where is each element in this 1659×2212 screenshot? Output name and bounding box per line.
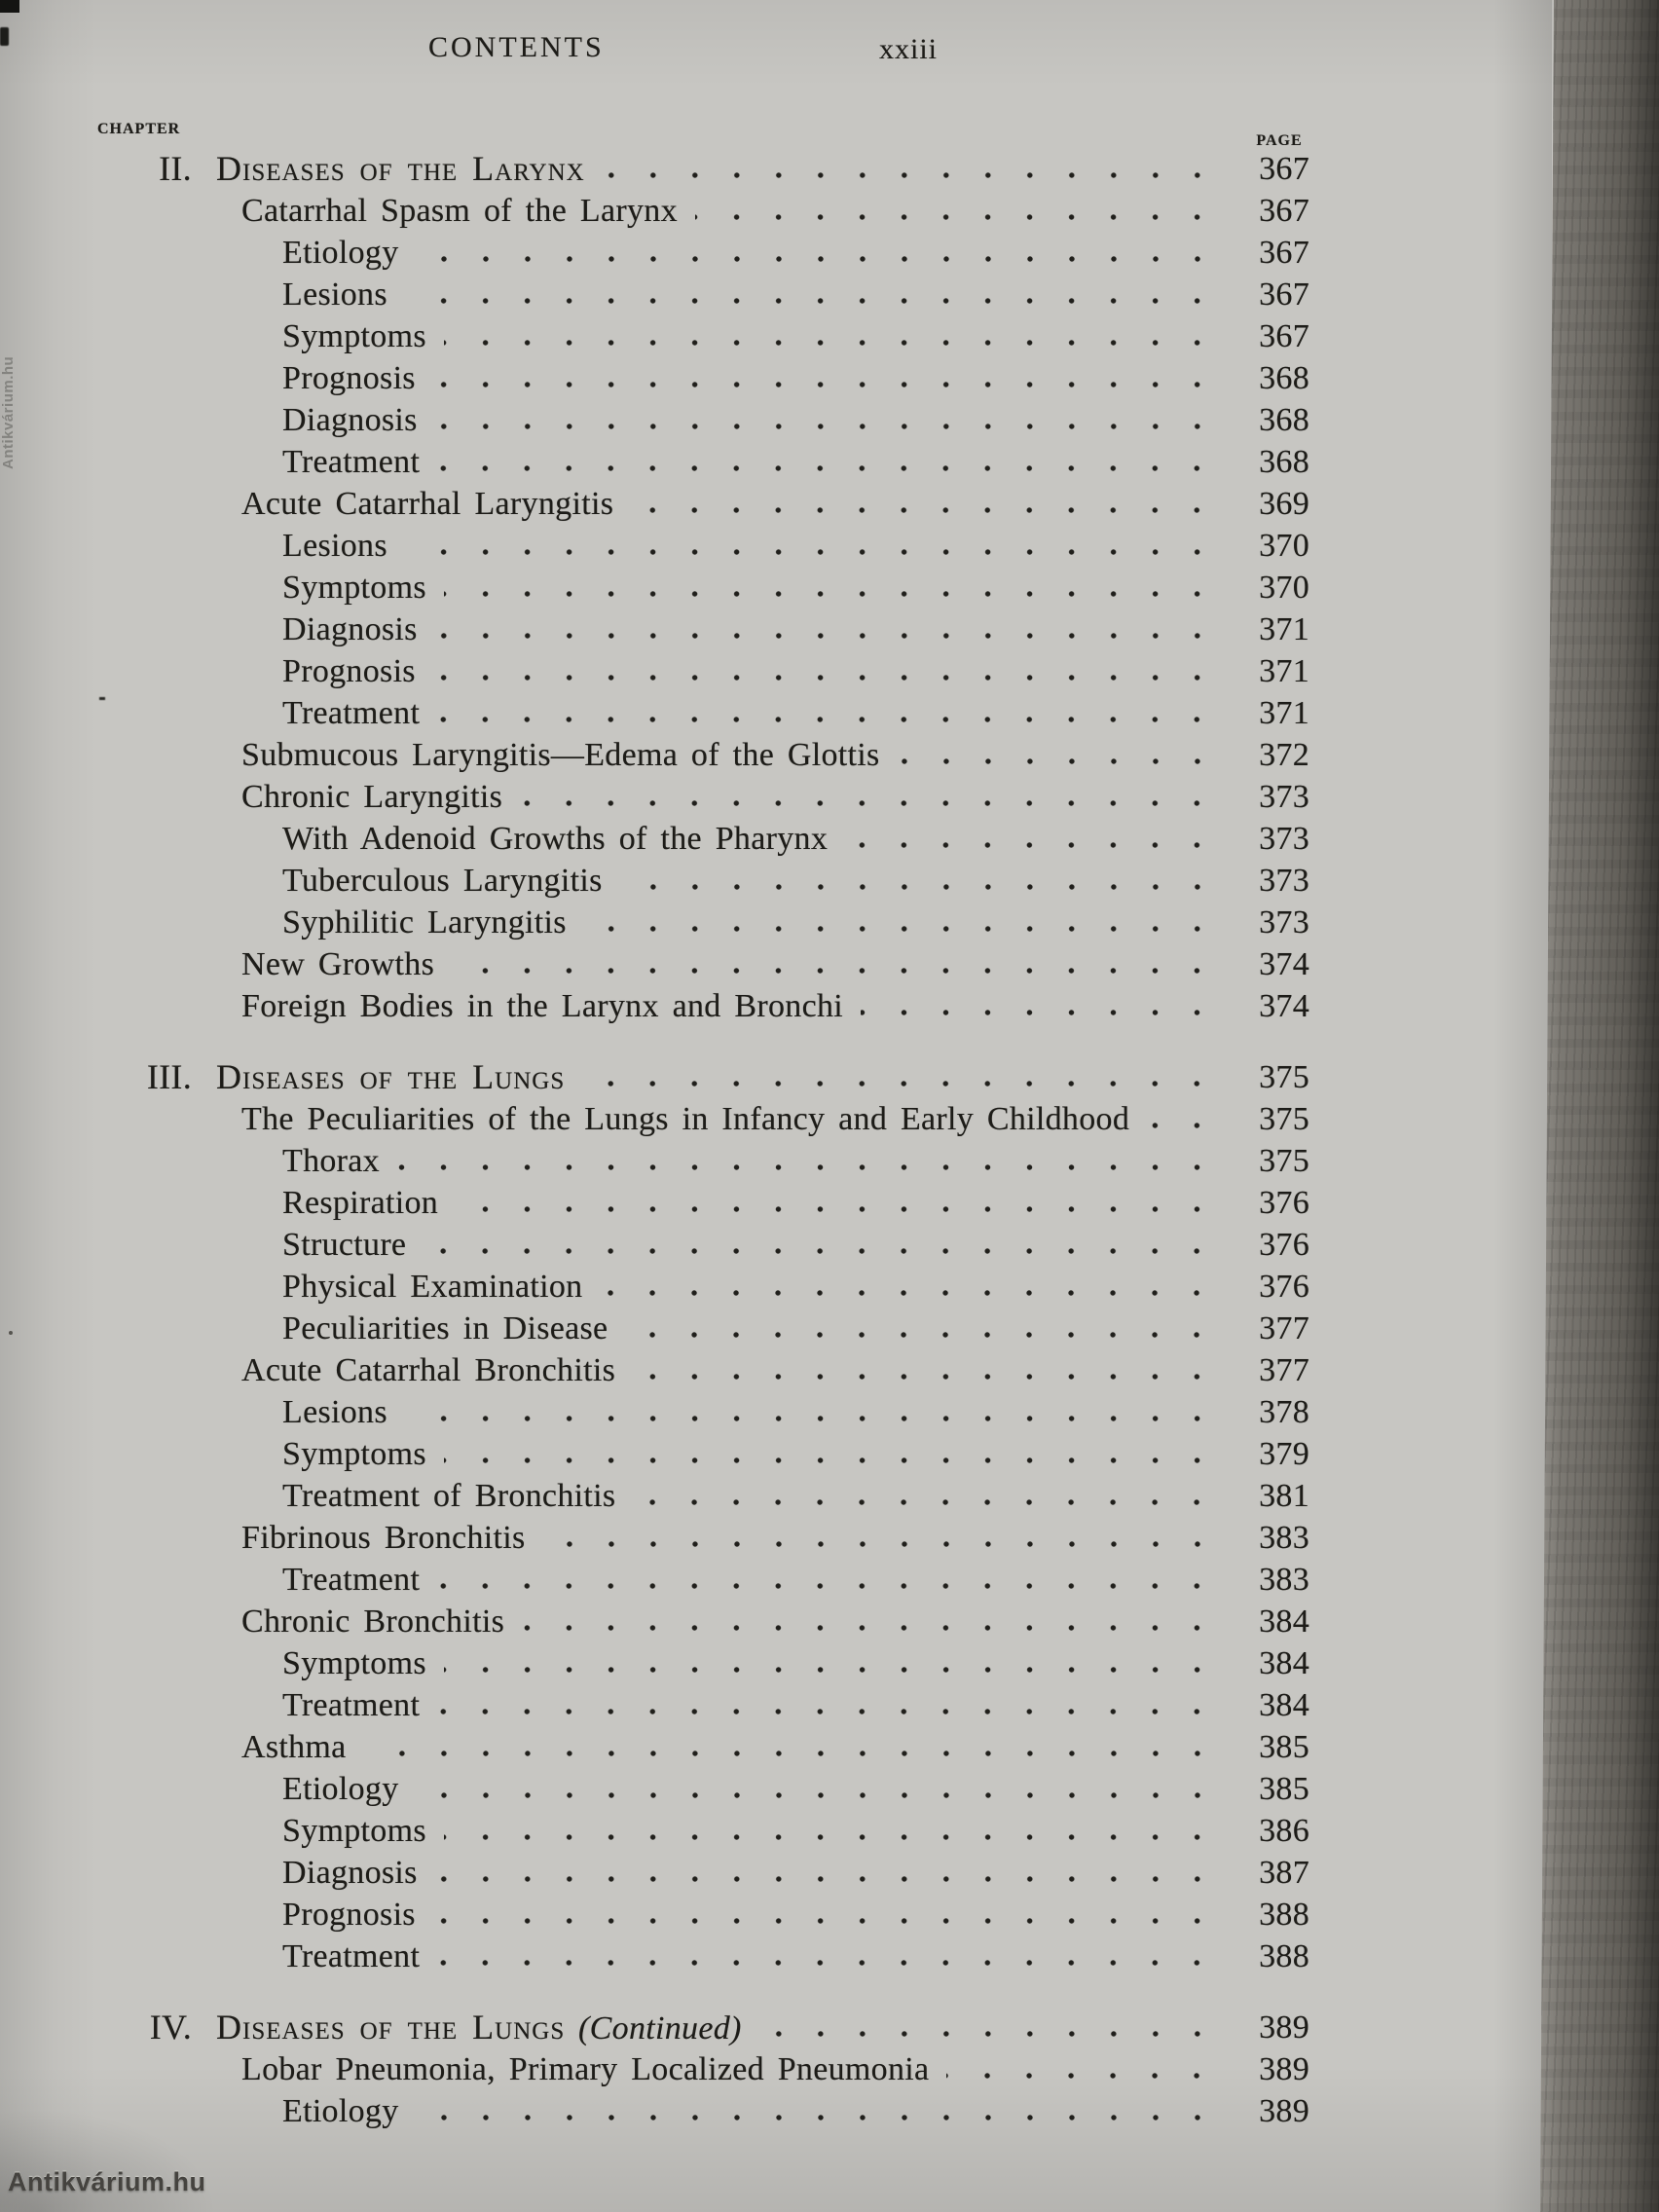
toc-row	[97, 1768, 1309, 1810]
toc-row	[97, 1349, 1309, 1391]
dot-leader	[1147, 1120, 1218, 1131]
dot-leader	[898, 756, 1218, 767]
toc-entry-text: Lesions	[282, 528, 387, 564]
page-number: 385	[1259, 1771, 1309, 1807]
toc-entry-text: Diagnosis	[282, 611, 418, 647]
toc-entry-text: Etiology	[282, 1771, 399, 1807]
dot-leader	[433, 1915, 1218, 1927]
chapter-title: Diseases of the Lungs	[216, 1057, 566, 1096]
toc-row	[97, 734, 1309, 776]
dot-leader	[405, 1413, 1218, 1424]
dot-leader	[603, 169, 1218, 181]
page-number: 377	[1259, 1352, 1309, 1388]
page-number: 375	[1259, 1101, 1309, 1137]
page-number: 383	[1259, 1562, 1309, 1598]
toc-row	[97, 315, 1309, 357]
toc-entry-text: Fibrinous Bronchitis	[241, 1520, 526, 1556]
toc-entry-text: Lobar Pneumonia, Primary Localized Pneumonia	[241, 2051, 930, 2087]
toc-entry-text: Prognosis	[282, 1897, 416, 1933]
dot-leader	[417, 1789, 1218, 1801]
page-number: 373	[1259, 821, 1309, 857]
dot-leader	[417, 253, 1218, 265]
toc-entry-text: Symptoms	[282, 1645, 426, 1681]
scan-artifact-speck	[0, 27, 9, 46]
toc-row	[97, 1517, 1309, 1559]
dot-leader	[424, 1245, 1218, 1257]
toc-entry-text: Treatment of Bronchitis	[282, 1478, 616, 1514]
toc-entry-text: Treatment	[282, 1687, 421, 1723]
toc-entry-text	[216, 2007, 742, 2048]
toc-row	[97, 190, 1309, 232]
folio-page-number: xxiii	[879, 33, 939, 65]
page-number: 374	[1259, 988, 1309, 1024]
dot-leader	[633, 1371, 1218, 1382]
toc-row	[97, 232, 1309, 274]
toc-row	[97, 1433, 1309, 1475]
toc-row	[97, 1266, 1309, 1308]
toc-entry-text: Acute Catarrhal Laryngitis	[241, 486, 614, 522]
dot-leader	[444, 1664, 1218, 1676]
book-edge-band	[1540, 0, 1659, 2212]
toc-row	[97, 1224, 1309, 1266]
dot-leader	[405, 546, 1218, 558]
page-number: 370	[1259, 570, 1309, 606]
page-number: 381	[1259, 1478, 1309, 1514]
toc-entry-text: Etiology	[282, 2093, 399, 2129]
toc-row	[97, 1684, 1309, 1726]
toc-row	[97, 860, 1309, 902]
toc-row	[97, 525, 1309, 567]
toc-row	[97, 1559, 1309, 1601]
dot-leader	[437, 462, 1218, 474]
page-number: 367	[1259, 276, 1309, 313]
scan-artifact-speck	[0, 0, 19, 13]
toc-row	[97, 1642, 1309, 1684]
toc-entry-text: Lesions	[282, 276, 387, 313]
toc-row	[97, 1182, 1309, 1224]
page-number: 383	[1259, 1520, 1309, 1556]
toc-row	[97, 1852, 1309, 1894]
page-number: 385	[1259, 1729, 1309, 1765]
dot-leader	[417, 2112, 1218, 2123]
page-number: 372	[1259, 737, 1309, 773]
watermark-bottom: Antikvárium.hu	[8, 2167, 206, 2196]
page-number: 388	[1259, 1897, 1309, 1933]
dot-leader	[520, 797, 1218, 809]
dot-leader	[543, 1538, 1218, 1550]
chapter-title: Diseases of the Lungs	[216, 2008, 566, 2046]
toc-row	[97, 985, 1309, 1027]
toc-entry-text: Foreign Bodies in the Larynx and Bronchi	[241, 988, 844, 1024]
page-number: 376	[1259, 1185, 1309, 1221]
toc-entry-text: Symptoms	[282, 1436, 426, 1472]
toc-entry-text: Physical Examination	[282, 1269, 583, 1305]
toc-section-gap	[97, 1027, 1309, 1056]
page-number: 368	[1259, 360, 1309, 396]
dot-leader	[584, 923, 1218, 935]
scan-artifact-speck	[9, 1331, 13, 1335]
dot-leader	[456, 1203, 1218, 1215]
page-number: 371	[1259, 695, 1309, 731]
dot-leader	[633, 1496, 1218, 1508]
toc-entry-text: Thorax	[282, 1143, 380, 1179]
dot-leader	[444, 588, 1218, 600]
dot-leader	[861, 1007, 1218, 1018]
dot-leader	[759, 2028, 1218, 2040]
page-number: 367	[1259, 318, 1309, 354]
toc-row	[97, 2007, 1309, 2048]
dot-leader	[845, 839, 1218, 851]
chapter-numeral: II.	[159, 149, 192, 188]
toc-row	[97, 943, 1309, 985]
page-number: 373	[1259, 863, 1309, 899]
page-title: CONTENTS	[428, 31, 605, 63]
page-number: 374	[1259, 946, 1309, 982]
page-number: 389	[1259, 2009, 1309, 2046]
page-number: 378	[1259, 1394, 1309, 1430]
page-number: 384	[1259, 1645, 1309, 1681]
dot-leader	[437, 1957, 1218, 1969]
toc-entry-text: Catarrhal Spasm of the Larynx	[241, 193, 678, 229]
page-column-label: PAGE	[1256, 132, 1303, 149]
page-number: 367	[1259, 151, 1309, 187]
page-number: 368	[1259, 444, 1309, 480]
toc-list	[97, 148, 1309, 2132]
toc-section-gap	[97, 1977, 1309, 2007]
dot-leader	[444, 337, 1218, 349]
toc-entry-text: The Peculiarities of the Lungs in Infancy and Early Childhood	[241, 1101, 1130, 1137]
toc-row	[97, 357, 1309, 399]
toc-entry-text: Symptoms	[282, 570, 426, 606]
dot-leader	[437, 1580, 1218, 1592]
toc-row	[97, 608, 1309, 650]
dot-leader	[444, 1455, 1218, 1466]
toc-entry-text: Treatment	[282, 1562, 421, 1598]
toc-entry-text: Tuberculous Laryngitis	[282, 863, 603, 899]
dot-leader	[452, 965, 1218, 977]
toc-row	[97, 1056, 1309, 1098]
dot-leader	[435, 421, 1218, 432]
toc-row	[97, 2048, 1309, 2090]
toc-row	[97, 274, 1309, 315]
page-number: 367	[1259, 193, 1309, 229]
page-number: 384	[1259, 1604, 1309, 1640]
page-number: 371	[1259, 611, 1309, 647]
dot-leader	[695, 211, 1218, 223]
toc-entry-text: With Adenoid Growths of the Pharynx	[282, 821, 829, 857]
toc-entry-text: Syphilitic Laryngitis	[282, 904, 567, 940]
dot-leader	[364, 1748, 1218, 1759]
toc-row	[97, 1894, 1309, 1936]
chapter-numeral: III.	[146, 1057, 192, 1096]
page-number: 376	[1259, 1269, 1309, 1305]
toc-entry-text: Prognosis	[282, 653, 416, 689]
toc-row	[97, 1140, 1309, 1182]
page-number: 373	[1259, 904, 1309, 940]
toc-entry-text: Peculiarities in Disease	[282, 1310, 608, 1346]
toc-row	[97, 1475, 1309, 1517]
toc-row	[97, 818, 1309, 860]
toc-entry-text: Treatment	[282, 444, 421, 480]
page-number: 375	[1259, 1143, 1309, 1179]
page-number: 373	[1259, 779, 1309, 815]
toc-entry-text: Submucous Laryngitis—Edema of the Glottis	[241, 737, 880, 773]
toc-entry-text: Diagnosis	[282, 1855, 418, 1891]
watermark-side: Antikvárium.hu	[0, 355, 17, 469]
page-number: 388	[1259, 1938, 1309, 1974]
toc-row	[97, 1601, 1309, 1642]
toc-row	[97, 1098, 1309, 1140]
toc-entry-text: Respiration	[282, 1185, 439, 1221]
toc-row	[97, 1308, 1309, 1349]
dot-leader	[435, 1873, 1218, 1885]
toc-entry-text: Symptoms	[282, 318, 426, 354]
page-number: 379	[1259, 1436, 1309, 1472]
toc-row	[97, 567, 1309, 608]
toc-entry-text: Prognosis	[282, 360, 416, 396]
dot-leader	[433, 672, 1218, 683]
page-number: 371	[1259, 653, 1309, 689]
toc-row	[97, 399, 1309, 441]
toc-entry-text: Etiology	[282, 235, 399, 271]
dot-leader	[600, 1287, 1218, 1299]
dot-leader	[631, 504, 1218, 516]
page-number: 370	[1259, 528, 1309, 564]
page-number: 387	[1259, 1855, 1309, 1891]
toc-entry-text: Lesions	[282, 1394, 387, 1430]
page-number: 377	[1259, 1310, 1309, 1346]
toc-entry-text	[216, 1056, 565, 1098]
page-number: 389	[1259, 2093, 1309, 2129]
chapter-title: Diseases of the Larynx	[216, 149, 585, 188]
page-number: 369	[1259, 486, 1309, 522]
toc-entry-text: Chronic Bronchitis	[241, 1604, 505, 1640]
toc-entry-text: Chronic Laryngitis	[241, 779, 503, 815]
toc-entry-text: Acute Catarrhal Bronchitis	[241, 1352, 616, 1388]
dot-leader	[397, 1161, 1218, 1173]
toc-entry-text: Symptoms	[282, 1813, 426, 1849]
page-number: 367	[1259, 235, 1309, 271]
toc-row	[97, 692, 1309, 734]
chapter-title-continued: (Continued)	[565, 2010, 742, 2046]
toc-row	[97, 650, 1309, 692]
dot-leader	[620, 881, 1218, 893]
page-number: 376	[1259, 1227, 1309, 1263]
chapter-column-label: CHAPTER	[97, 121, 181, 137]
toc-entry-text: Treatment	[282, 1938, 421, 1974]
page-number: 368	[1259, 402, 1309, 438]
toc-row	[97, 441, 1309, 483]
dot-leader	[435, 630, 1218, 642]
toc-row	[97, 1810, 1309, 1852]
toc-entry-text: Structure	[282, 1227, 407, 1263]
toc-row	[97, 1391, 1309, 1433]
dot-leader	[582, 1078, 1218, 1089]
page-number: 384	[1259, 1687, 1309, 1723]
dot-leader	[625, 1329, 1218, 1341]
dot-leader	[522, 1622, 1218, 1634]
toc-entry-text: Diagnosis	[282, 402, 418, 438]
page-number: 389	[1259, 2051, 1309, 2087]
toc-entry-text: Treatment	[282, 695, 421, 731]
dot-leader	[437, 1706, 1218, 1717]
dot-leader	[946, 2070, 1218, 2082]
page-number: 375	[1259, 1059, 1309, 1095]
toc-row	[97, 776, 1309, 818]
chapter-numeral: IV.	[149, 2008, 192, 2046]
dot-leader	[437, 714, 1218, 725]
page-number: 386	[1259, 1813, 1309, 1849]
toc-row	[97, 902, 1309, 943]
toc-entry-text: New Growths	[241, 946, 435, 982]
dot-leader	[444, 1831, 1218, 1843]
toc-row	[97, 148, 1309, 190]
toc-entry-text	[216, 148, 585, 190]
toc-row	[97, 1936, 1309, 1977]
toc-entry-text: Asthma	[241, 1729, 347, 1765]
toc-row	[97, 2090, 1309, 2132]
toc-row	[97, 483, 1309, 525]
dot-leader	[405, 295, 1218, 307]
toc-row	[97, 1726, 1309, 1768]
dot-leader	[433, 379, 1218, 390]
